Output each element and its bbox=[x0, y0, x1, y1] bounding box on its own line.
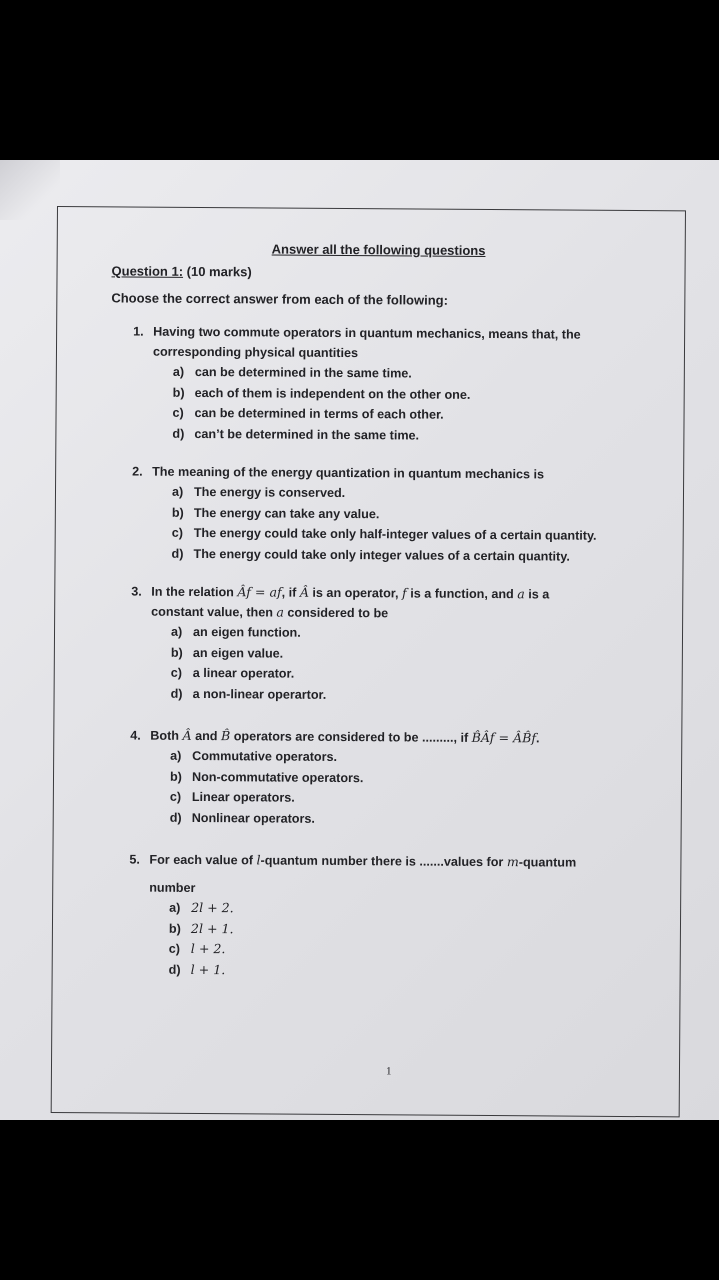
option-text: can be determined in the same time. bbox=[194, 364, 412, 381]
question-text: In the relation bbox=[151, 584, 238, 600]
option-a bbox=[171, 622, 621, 646]
question-text: is a function, and bbox=[406, 586, 518, 602]
option-d bbox=[172, 543, 622, 567]
question-marks: (10 marks) bbox=[186, 263, 252, 280]
option-letter: d) bbox=[170, 686, 183, 701]
option-list bbox=[130, 746, 621, 831]
math-expression: Â bbox=[182, 727, 192, 743]
option-text: can be determined in terms of each other. bbox=[194, 405, 444, 422]
question-text-continued: corresponding physical quantities bbox=[152, 344, 359, 361]
question-block-title bbox=[111, 263, 251, 279]
option-d bbox=[169, 959, 619, 983]
exam-content bbox=[52, 207, 685, 1116]
option-text: an eigen function. bbox=[192, 624, 301, 640]
option-text: a non-linear operartor. bbox=[192, 686, 327, 702]
option-letter: b) bbox=[170, 645, 183, 660]
option-letter: b) bbox=[169, 769, 182, 784]
question-text: -quantum number there is .......values for bbox=[260, 853, 507, 870]
option-c bbox=[170, 787, 620, 811]
question-text: operators are considered to be ........., if bbox=[230, 729, 472, 745]
option-text: The energy could take only half-integer values of a certain quantity. bbox=[193, 525, 597, 543]
option-c bbox=[172, 403, 622, 427]
option-d bbox=[171, 683, 621, 707]
option-list bbox=[132, 362, 623, 447]
question-number: 1. bbox=[133, 324, 144, 339]
option-text: l + 2. bbox=[190, 940, 226, 957]
option-letter: b) bbox=[168, 921, 181, 936]
option-letter: d) bbox=[169, 810, 182, 825]
question-text: Both bbox=[150, 728, 183, 743]
question-text: and bbox=[191, 728, 222, 744]
option-text: 2l + 2. bbox=[191, 899, 234, 916]
instruction-text: Choose the correct answer from each of the following: bbox=[111, 290, 449, 308]
option-d bbox=[170, 807, 620, 831]
option-a bbox=[170, 746, 620, 770]
option-letter: c) bbox=[170, 665, 182, 680]
question-text: is an operator, bbox=[308, 585, 403, 601]
math-expression: B̂ bbox=[220, 728, 231, 744]
question-1 bbox=[132, 322, 623, 447]
option-letter: a) bbox=[172, 364, 185, 379]
option-a bbox=[173, 362, 623, 386]
question-number: 4. bbox=[130, 728, 141, 743]
question-text: considered to be bbox=[283, 605, 389, 621]
math-expression: Âf = af bbox=[237, 584, 282, 600]
option-letter: c) bbox=[169, 789, 182, 804]
option-c bbox=[171, 663, 621, 687]
option-text: can’t be determined in the same time. bbox=[194, 426, 420, 443]
question-text: Having two commute operators in quantum mechanics, means that, the bbox=[153, 324, 581, 342]
option-letter: d) bbox=[172, 426, 185, 441]
option-letter: d) bbox=[171, 546, 184, 561]
question-label: Question 1: bbox=[111, 263, 184, 279]
option-text: Commutative operators. bbox=[192, 748, 338, 764]
option-letter: c) bbox=[172, 405, 184, 420]
option-letter: a) bbox=[170, 624, 183, 639]
math-expression: f bbox=[402, 585, 407, 601]
page-heading: Answer all the following questions bbox=[271, 241, 486, 258]
option-list bbox=[132, 482, 623, 567]
option-letter: b) bbox=[171, 505, 184, 520]
question-number: 2. bbox=[132, 464, 143, 479]
option-text: l + 1. bbox=[190, 961, 226, 977]
option-letter: a) bbox=[169, 900, 181, 915]
option-list bbox=[131, 622, 622, 707]
option-text: 2l + 1. bbox=[190, 920, 234, 936]
exam-page-frame bbox=[51, 206, 686, 1117]
option-text: The energy is conserved. bbox=[193, 484, 346, 501]
option-text: The energy can take any value. bbox=[193, 505, 380, 521]
option-letter: a) bbox=[171, 484, 184, 499]
question-2 bbox=[132, 462, 623, 567]
math-expression: a bbox=[517, 586, 525, 602]
option-letter: a) bbox=[170, 748, 182, 763]
question-number: 3. bbox=[131, 584, 142, 599]
option-letter: c) bbox=[168, 941, 181, 956]
question-text: constant value, then bbox=[151, 604, 277, 620]
option-letter: c) bbox=[171, 525, 183, 540]
option-text: The energy could take only integer values of a certain quantity. bbox=[193, 546, 570, 564]
question-text-continued: number bbox=[149, 880, 196, 895]
option-c bbox=[172, 523, 622, 547]
option-letter: b) bbox=[172, 385, 185, 400]
question-3 bbox=[131, 582, 622, 707]
option-text: a linear operator. bbox=[192, 665, 295, 681]
paper-fold bbox=[0, 160, 60, 220]
option-letter: d) bbox=[168, 962, 181, 977]
question-text: For each value of bbox=[149, 852, 257, 868]
question-text: The meaning of the energy quantization in quantum mechanics is bbox=[152, 464, 545, 482]
page-number: 1 bbox=[385, 1065, 392, 1078]
math-expression: l bbox=[256, 852, 261, 868]
question-text: is a bbox=[524, 587, 550, 602]
question-5 bbox=[129, 850, 620, 983]
math-expression: a bbox=[276, 604, 285, 620]
option-text: Linear operators. bbox=[191, 789, 295, 805]
option-list bbox=[129, 898, 620, 983]
question-text: -quantum bbox=[518, 855, 577, 870]
option-text: each of them is independent on the other one. bbox=[194, 385, 471, 402]
option-text: Nonlinear operators. bbox=[191, 810, 315, 826]
math-expression: m bbox=[506, 854, 519, 870]
math-expression: Â bbox=[299, 584, 310, 600]
option-a bbox=[172, 482, 622, 506]
math-expression: B̂Âf = ÂB̂f bbox=[471, 729, 537, 746]
option-text: an eigen value. bbox=[192, 645, 284, 661]
question-text: . bbox=[536, 731, 540, 746]
question-number: 5. bbox=[129, 852, 141, 867]
question-text: , if bbox=[281, 585, 300, 600]
option-text: Non-commutative operators. bbox=[191, 769, 364, 785]
option-d bbox=[172, 423, 622, 447]
question-4 bbox=[130, 726, 621, 831]
